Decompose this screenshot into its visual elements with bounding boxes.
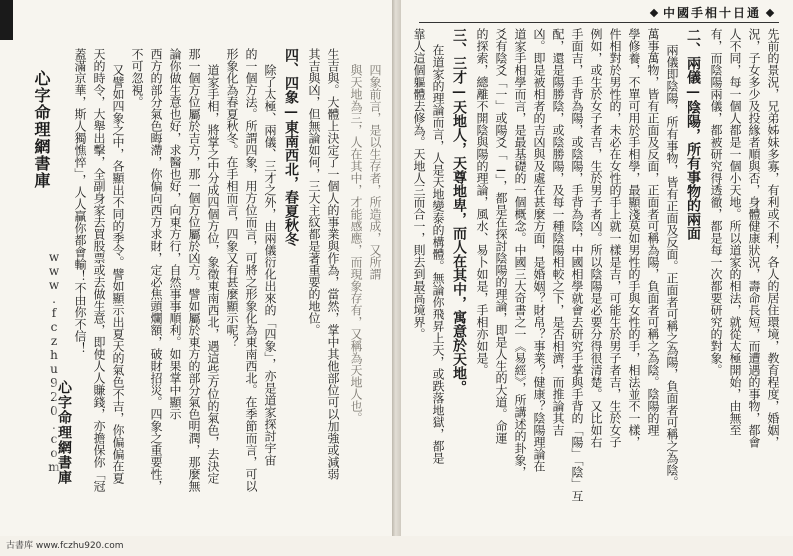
text-column: 配，還是陽勝陰，或陰勝陽，及每一種陰陽相較之下，是否相濟，而推論其吉 — [551, 28, 565, 436]
watermark-url: www.fczhu920.com — [47, 250, 61, 474]
right-page — [401, 0, 793, 536]
header-title: 中國手相十日通 — [662, 6, 761, 20]
text-column: 有，而陰陽兩儀，都被研究得透徹，都是每一次都要研究的對象。 — [709, 28, 723, 376]
text-column: 爻有陰爻「一」或陽爻「⚊」，都是在探討陰陽的理論，即是人生的大道。命運 — [494, 28, 508, 444]
bleed-through-text: 與天地為三，人在其中，才能感應，而現象存有，又稱為天地人也。 — [349, 64, 363, 424]
text-column: 除了太極、兩儀、三才之外，由兩儀衍化出來的「四象」，亦是道家探討宇宙 — [263, 64, 277, 466]
section-heading: 二、兩儀—陰陽，所有事物的兩面 — [685, 28, 701, 240]
text-column: 的探索，總離不開陰與陽的理論，風水、易卜如是，手相亦如是。 — [475, 28, 489, 376]
text-column: 況，子女多少及投緣者順與否，身體健康狀況，壽命長短，而遭遇的事物，都會 — [747, 28, 761, 448]
page-tab-marker — [0, 0, 13, 40]
text-column: 道家手相，將掌之中分成四個方位，象徵東南西北，遇這些方位的氣色，去決定 — [206, 64, 220, 484]
text-column: 形象化為春夏秋冬。在手相而言，四象又有甚麼顯示呢？ — [225, 48, 239, 348]
text-column: 手面吉，手背為陽，或陰陽，手背為陰，中國相學就會去研究手掌與手背的「陽」「陰」互 — [570, 28, 584, 502]
text-column: 學修養，不單可用於手相學，最顯淺莫如男性的手與女性的手，相法並不一樣， — [627, 28, 641, 448]
text-column: 那一個方位屬於吉方，那一個方位屬於凶方。譬如屬於東方的部分氣色明潤，那麼無 — [187, 48, 201, 492]
section-heading: 三、三才—天地人，天尊地卑，而人在其中，寓意於天地。 — [451, 28, 467, 394]
running-header — [645, 4, 779, 20]
watermark-text: 心字命理網書庫 — [56, 380, 72, 485]
watermark-text: 心字命理網書庫 — [32, 70, 51, 189]
footer-site-credit: 古書库 www.fczhu920.com — [0, 536, 793, 556]
left-page — [0, 0, 392, 536]
section-heading: 四、四象—東南西北，春夏秋冬 — [283, 48, 299, 246]
text-column: 靠人這個軀體去修為。天地人三而合一，則去到最高境界。 — [412, 28, 426, 340]
text-column: 例如，或生於女子者吉，生於男子者凶。所以陰陽是必要分得很清楚。又比如右 — [589, 28, 603, 448]
text-column: 又譬如四象之中，各顯出不同的季令。譬如顯示出夏天的氣色不吉，你偏偏在夏 — [111, 64, 125, 484]
text-column: 道家手相學而言，是最基礎的一個概念。中國三大奇書之一《易經》，所講述的卦象， — [513, 28, 527, 478]
text-column: 兩儀即陰陽，所有事物，皆有正面及反面。正面者可稱之為陽，負面者可稱之為陰。 — [665, 44, 679, 488]
text-column: 西方的部分氣色晦滯，你偏向西方求財，定必焦頭爛額，破財招災。四象之重要性， — [149, 48, 163, 492]
text-column: 凶。即是被相者的吉凶與及處在甚麼方面，是婚姻？財帛？事業？健康？陰陽理論在 — [532, 28, 546, 472]
text-column: 天的時令，大舉出擊，全副身家去買股票或去做生意，即使人人賺錢，亦擔保你「冠 — [92, 48, 106, 492]
diamond-ornament-icon — [650, 9, 658, 17]
text-column: 生吉與。大體上決定了一個人的事業與作為，當然，掌中其他部位可以加強或減弱 — [326, 48, 340, 480]
header-rule — [419, 22, 779, 23]
text-column: 不可忽視。 — [130, 48, 144, 108]
bleed-through-text: 四象前言，是以生存者，所造成，又所謂 — [368, 64, 382, 280]
text-column: 其吉與凶，但無論如何，三大主紋都是著重要的地位。 — [307, 48, 321, 336]
text-column: 論你做生意也好，求醫也好，向東方行，自然事事順利。如果掌中顯示 — [168, 48, 182, 420]
text-column: 先前的景況，兄弟姊妹多寡，有利或不利，各人的居住環境，教育程度，婚姻， — [766, 28, 780, 448]
text-column: 人不同，每一個人都是一個小天地。所以道家的相法，就從太極開始，由無至 — [728, 28, 742, 436]
diamond-ornament-icon — [766, 9, 774, 17]
text-column: 的一個方法。所謂四象，用方位而言，可將之形象化為東南西北。在季節而言，可以 — [244, 48, 258, 492]
text-column: 件相對於男性的，未必在女性的手上就一樣是吉，可能生於男子者吉，生於女子 — [608, 28, 622, 448]
text-column: 蓋滿京華，斯人獨憔悴」，人人贏你都會輸！不由你不信！ — [73, 48, 87, 354]
text-column: 在道家的理論而言，人是天地變泰的構體。無論你飛昇上天，或跌落地獄，都是 — [431, 44, 445, 464]
text-column: 萬事萬物，皆有正面及反面，正面者可稱為陽，負面者可稱之為陰。陰陽的理 — [646, 28, 660, 436]
book-gutter — [392, 0, 401, 536]
